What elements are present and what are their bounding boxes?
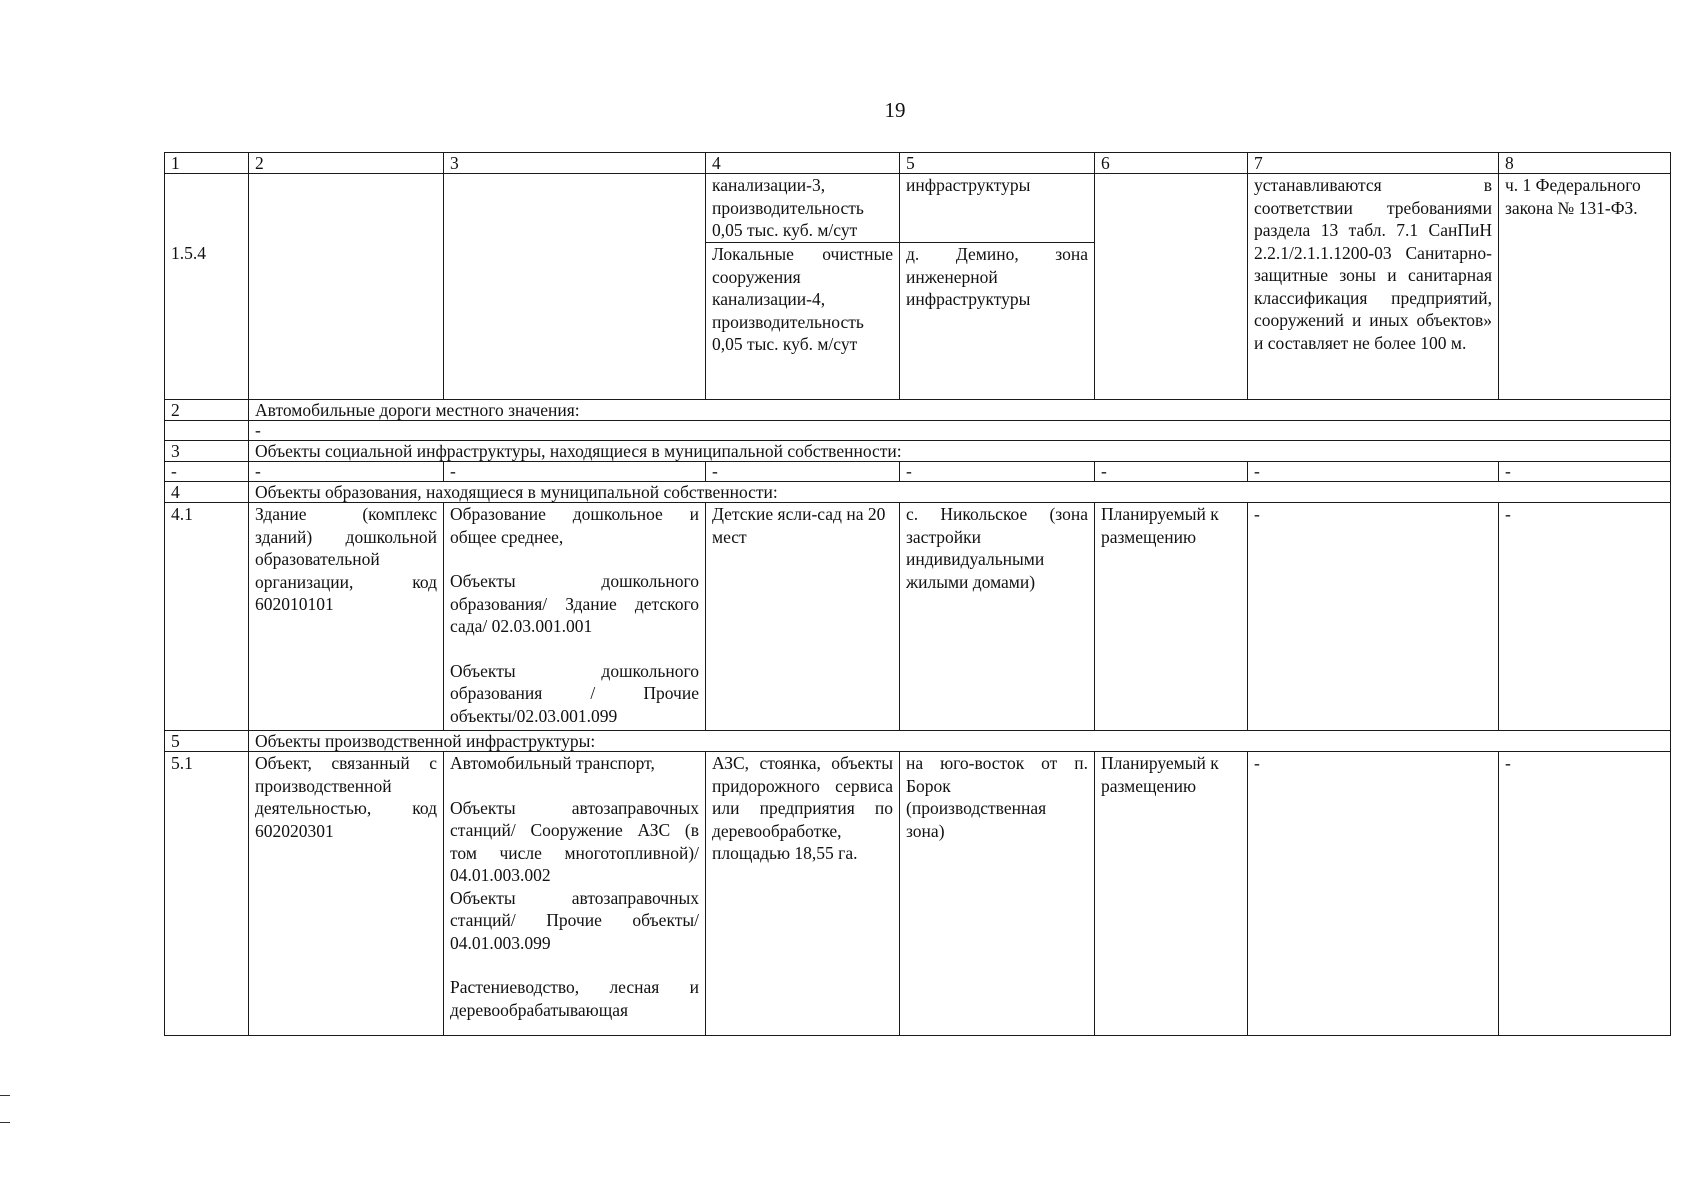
header-cell: 8 [1499,153,1671,174]
location-text: с. Никольское (зона застройки индивидуальными жилыми домами) [900,503,1095,731]
section-row [165,441,1671,462]
facility-4-text: Локальные очистные сооружения канализации-4, производительность 0,05 тыс. куб. м/сут [706,242,899,356]
margin-mark [0,1122,10,1123]
table-header-row [165,153,1671,174]
table-row [165,421,1671,441]
purpose-code-2: Объекты дошкольного образования / Прочие объекты/02.03.001.099 [450,660,699,726]
section-title: Объекты производственной инфраструктуры: [249,731,1671,752]
section-row [165,400,1671,421]
section-title: Объекты социальной инфраструктуры, находящиеся в муниципальной собственности: [249,441,1671,462]
section-row [165,482,1671,503]
status-text: Планируемый к размещению [1095,752,1248,1036]
empty-cell [165,421,249,441]
location-text: на юго-восток от п. Борок (производственная зона) [900,752,1095,1036]
empty-cell [444,174,706,400]
infrastructure-table [164,152,1671,1036]
table-row [165,752,1671,1036]
dash-cell: - [249,462,444,482]
page-number: 19 [884,98,906,122]
location-4-text: д. Демино, зона инженерной инфраструктуры [900,242,1094,311]
section-title: Объекты образования, находящиеся в муниципальной собственности: [249,482,1671,503]
section-number: 2 [165,400,249,421]
dash-cell: - [706,462,900,482]
dash-cell: - [1248,752,1499,1036]
row-number: 4.1 [165,503,249,731]
zone-requirements-text: устанавливаются в соответствии требованиями раздела 13 табл. 7.1 СанПиН 2.2.1/2.1.1.1200-03 Санитарно-защитные зоны и санитарная классификация предприятий, сооружений и иных объектов» и составляет не более 100 м. [1248,174,1499,400]
dash-cell: - [1248,503,1499,731]
object-name-text: АЗС, стоянка, объекты придорожного сервиса или предприятия по деревообработке, площадью 18,55 га. [706,752,900,1036]
table-row [165,503,1671,731]
dash-cell: - [1499,752,1671,1036]
purpose-code-1: Объекты автозаправочных станций/ Сооружение АЗС (в том числе многотопливной)/ 04.01.003.002 [450,797,699,885]
facility-3-text: канализации-3, производительность 0,05 тыс. куб. м/сут [712,175,864,240]
dash-cell: - [444,462,706,482]
purpose-code-1: Объекты дошкольного образования/ Здание детского сада/ 02.03.001.001 [450,571,699,636]
dash-cell: - [900,462,1095,482]
purpose-cell [444,752,706,1036]
row-number-cell [165,174,249,400]
section-number: 4 [165,482,249,503]
section-title: Автомобильные дороги местного значения: [249,400,1671,421]
empty-cell [1095,174,1248,400]
header-cell: 5 [900,153,1095,174]
location-cell [900,174,1095,400]
section-number: 3 [165,441,249,462]
header-cell: 6 [1095,153,1248,174]
section-row [165,731,1671,752]
dash-cell: - [249,421,1671,441]
header-cell: 4 [706,153,900,174]
dash-cell: - [1499,503,1671,731]
purpose-text: Образование дошкольное и общее среднее, [450,504,699,547]
purpose-text: Автомобильный транспорт, [450,753,655,773]
header-cell: 2 [249,153,444,174]
purpose-cell [444,503,706,731]
dash-cell: - [1095,462,1248,482]
empty-cell [249,174,444,400]
location-3-text: инфраструктуры [906,175,1031,195]
object-type-text: Здание (комплекс зданий) дошкольной образовательной организации, код 602010101 [249,503,444,731]
facility-cell [706,174,900,400]
dash-cell: - [1499,462,1671,482]
dash-cell: - [165,462,249,482]
section-number: 5 [165,731,249,752]
header-cell: 7 [1248,153,1499,174]
table-row [165,174,1671,400]
purpose-text-2: Растениеводство, лесная и деревообрабатывающая [450,977,699,1020]
purpose-code-2: Объекты автозаправочных станций/ Прочие объекты/ 04.01.003.099 [450,887,699,953]
row-number: 1.5.4 [171,243,206,263]
row-number: 5.1 [165,752,249,1036]
dash-cell: - [1248,462,1499,482]
legal-basis-text: ч. 1 Федерального закона № 131-ФЗ. [1499,174,1671,400]
header-cell: 1 [165,153,249,174]
margin-mark [0,1095,10,1096]
object-name-text: Детские ясли-сад на 20 мест [706,503,900,731]
status-text: Планируемый к размещению [1095,503,1248,731]
object-type-text: Объект, связанный с производственной деятельностью, код 602020301 [249,752,444,1036]
header-cell: 3 [444,153,706,174]
table-row [165,462,1671,482]
